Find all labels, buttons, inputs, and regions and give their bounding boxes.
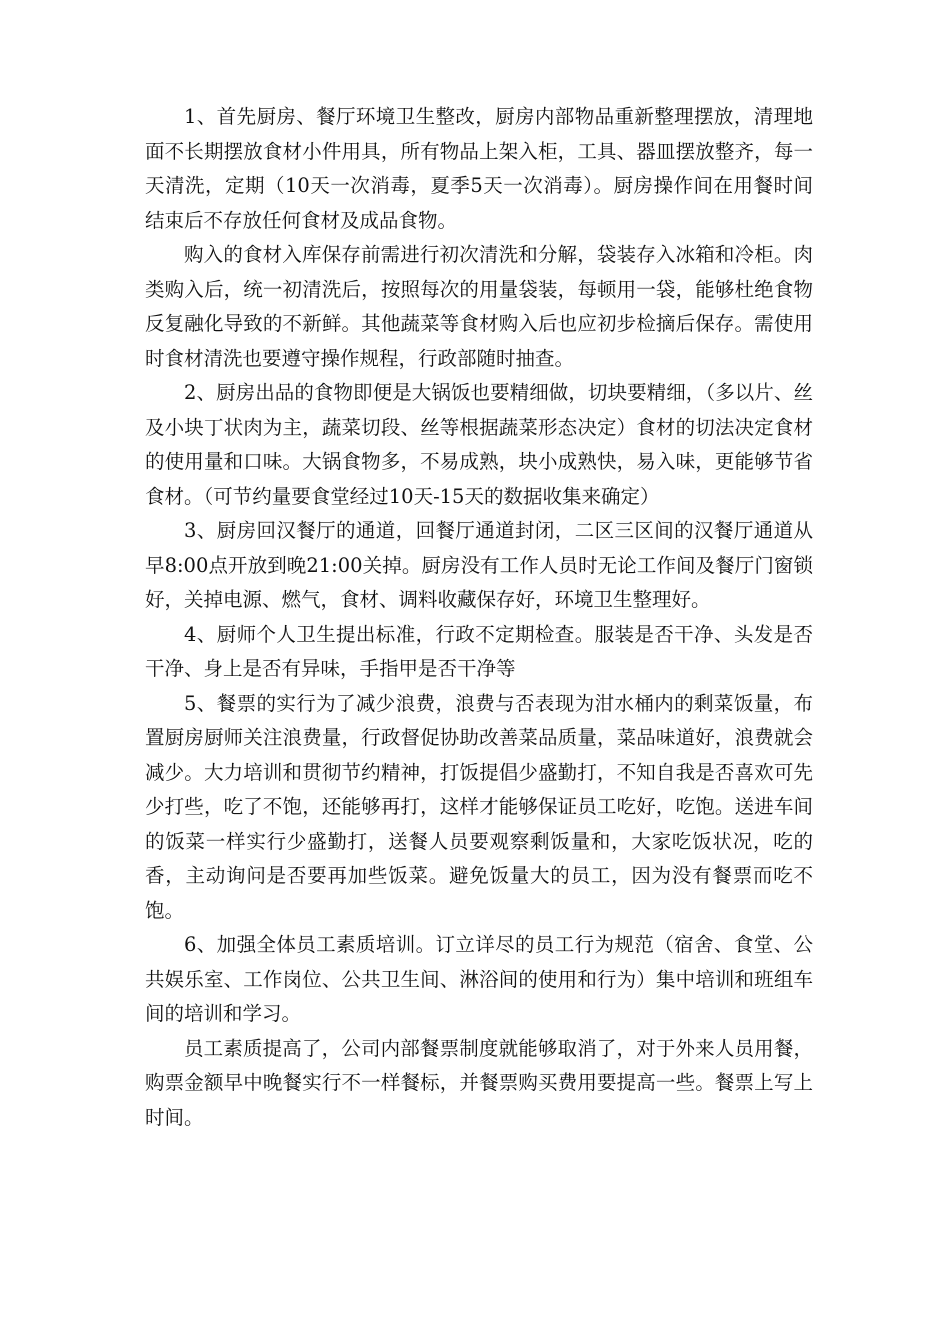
document-body xyxy=(145,100,813,1135)
paragraph-chef-hygiene: 4、厨师个人卫生提出标准，行政不定期检查。服装是否干净、头发是否干净、身上是否有异味，手指甲是否干净等 xyxy=(145,622,813,680)
paragraph-kitchen-hygiene: 1、首先厨房、餐厅环境卫生整改，厨房内部物品重新整理摆放，清理地面不长期摆放食材小件用具，所有物品上架入柜，工具、器皿摆放整齐，每一天清洗，定期（10天一次消毒，夏季5天一次消毒）。厨房操作间在用餐时间结束后不存放任何食材及成品食物。 xyxy=(145,105,813,232)
paragraph-ticket-policy: 员工素质提高了，公司内部餐票制度就能够取消了，对于外来人员用餐，购票金额早中晚餐实行不一样餐标，并餐票购买费用要提高一些。餐票上写上时间。 xyxy=(145,1036,813,1129)
paragraph-food-storage: 购入的食材入库保存前需进行初次清洗和分解，袋装存入冰箱和冷柜。肉类购入后，统一初清洗后，按照每次的用量袋装，每顿用一袋，能够杜绝食物反复融化导致的不新鲜。其他蔬菜等食材购入后也应初步检摘后保存。需使用时食材清洗也要遵守操作规程，行政部随时抽查。 xyxy=(145,243,813,370)
paragraph-meal-tickets: 5、餐票的实行为了减少浪费，浪费与否表现为泔水桶内的剩菜饭量，布置厨房厨师关注浪费量，行政督促协助改善菜品质量，菜品味道好，浪费就会减少。大力培训和贯彻节约精神，打饭提倡少盛勤打，不知自我是否喜欢可先少打些，吃了不饱，还能够再打，这样才能够保证员工吃好，吃饱。送进车间的饭菜一样实行少盛勤打，送餐人员要观察剩饭量和，大家吃饭状况，吃的香，主动询问是否要再加些饭菜。避免饭量大的员工，因为没有餐票而吃不饱。 xyxy=(145,691,813,922)
paragraph-staff-training: 6、加强全体员工素质培训。订立详尽的员工行为规范（宿舍、食堂、公共娱乐室、工作岗位、公共卫生间、淋浴间的使用和行为）集中培训和班组车间的培训和学习。 xyxy=(145,933,813,1025)
paragraph-food-preparation: 2、厨房出品的食物即便是大锅饭也要精细做，切块要精细，（多以片、丝及小块丁状肉为主，蔬菜切段、丝等根据蔬菜形态决定）食材的切法决定食材的使用量和口味。大锅食物多，不易成熟，块小成熟快，易入味，更能够节省食材。（可节约量要食堂经过10天-15天的数据收集来确定） xyxy=(145,381,813,508)
paragraph-passage-access: 3、厨房回汉餐厅的通道，回餐厅通道封闭，二区三区间的汉餐厅通道从早8:00点开放到晚21:00关掉。厨房没有工作人员时无论工作间及餐厅门窗锁好，关掉电源、燃气，食材、调料收藏保存好，环境卫生整理好。 xyxy=(145,519,813,611)
